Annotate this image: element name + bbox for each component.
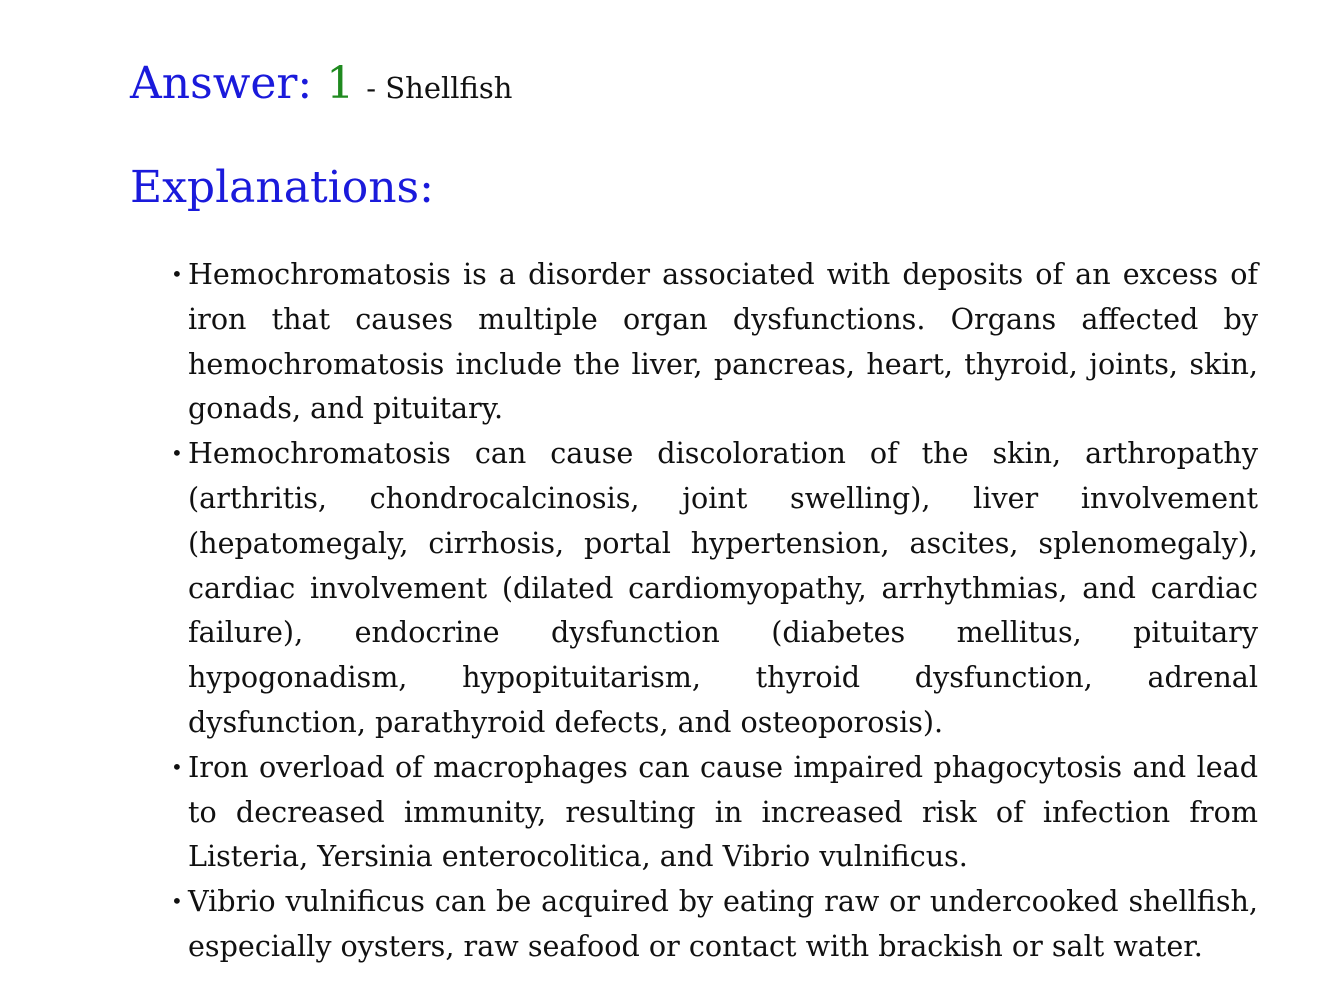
list-item xyxy=(171,431,1258,745)
explanations-heading: Explanations: xyxy=(130,162,434,213)
document-page xyxy=(130,58,1260,969)
answer-text: - Shellfish xyxy=(366,71,513,105)
list-item-text: Vibrio vulnificus can be acquired by eating raw or undercooked shellfish, especially oysters, raw seafood or contact with brackish or salt water. xyxy=(188,884,1258,963)
bullet-icon: • xyxy=(171,441,183,466)
bullet-icon: • xyxy=(171,889,183,914)
list-item-text: Hemochromatosis can cause discoloration of the skin, arthropathy (arthritis, chondrocalcinosis, joint swelling), liver involvement (hepatomegaly, cirrhosis, portal hypertension, ascites, splenomegaly), cardiac involvement (dilated cardiomyopathy, arrhythmias, and cardiac failure), endocrine dysfunction (diabetes mellitus, pituitary hypogonadism, hypopituitarism, thyroid dysfunction, adrenal dysfunction, parathyroid defects, and osteoporosis). xyxy=(188,436,1258,739)
bullet-icon: • xyxy=(171,754,183,779)
answer-number: 1 xyxy=(326,58,355,109)
list-item xyxy=(171,879,1258,969)
explanations-list xyxy=(130,252,1258,969)
list-item xyxy=(171,745,1258,879)
bullet-icon: • xyxy=(171,262,183,286)
list-item xyxy=(171,252,1258,431)
list-item-text: Hemochromatosis is a disorder associated with deposits of an excess of iron that causes multiple organ dysfunctions. Organs affected by hemochromatosis include the liver, pancreas, heart, thyroid, joints, skin, gonads, and pituitary. xyxy=(188,257,1258,426)
list-item-text: Iron overload of macrophages can cause impaired phagocytosis and lead to decreased immunity, resulting in increased risk of infection from Listeria, Yersinia enterocolitica, and Vibrio vulnificus. xyxy=(188,749,1258,874)
answer-label: Answer: xyxy=(130,58,313,109)
answer-line xyxy=(130,58,1260,118)
